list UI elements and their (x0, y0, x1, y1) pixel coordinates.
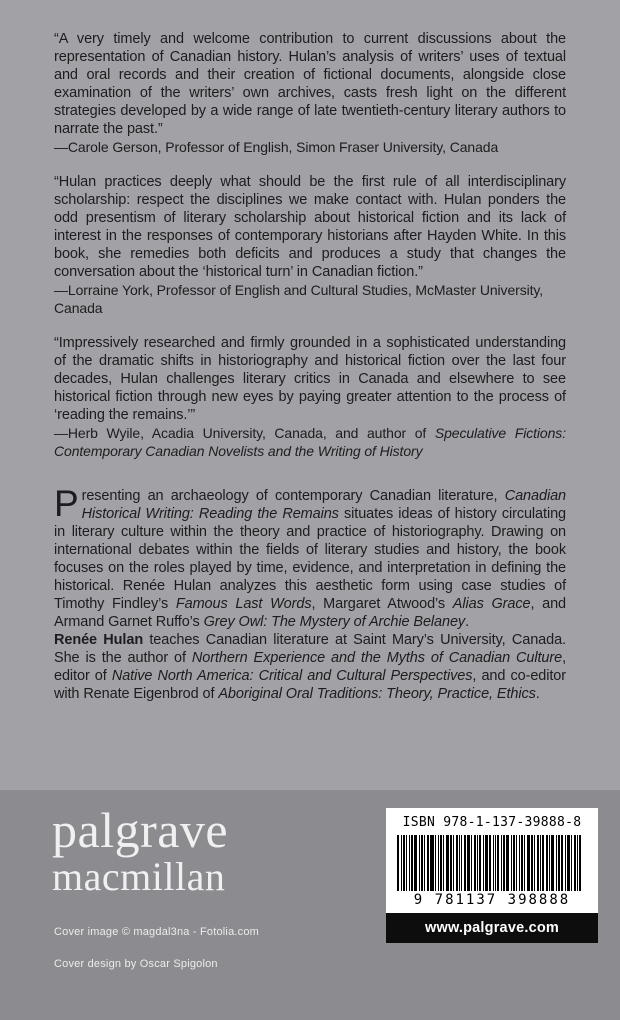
logo-palgrave: palgrave (52, 802, 229, 858)
review-blurb-2 (54, 173, 566, 317)
blurb-attribution: —Lorraine York, Professor of English and Cultural Studies, McMaster University, Canada (54, 282, 544, 316)
cover-image-credit: Cover image © magdal3na - Fotolia.com (54, 926, 260, 938)
blurb-attribution: —Carole Gerson, Professor of English, Simon Fraser University, Canada (54, 139, 499, 155)
description-text: resenting an archaeology of contemporary Canadian literature, Canadian Historical Writing: Reading the Remains situates ideas of history circulating in literary culture within the theory and practice of historiography. Drawing on international debates within the fields of literary studies and history, the book focuses on the roles played by time, evidence, and interpretation in defining the historical. Renée Hulan analyzes this aesthetic form using case studies of Timothy Findley’s Famous Last Words, Margaret Atwood’s Alias Grace, and Armand Garnet Ruffo’s Grey Owl: The Mystery of Archie Belaney. (54, 488, 567, 630)
review-blurb-3 (54, 334, 566, 460)
publisher-band (0, 790, 620, 1020)
blurb-quote: “Impressively researched and firmly grounded in a sophisticated understanding of the dramatic shifts in historiography and historical fiction over the last four decades, Hulan challenges literary critics in Canada and elsewhere to see historical fiction through new eyes by paying greater attention to the process of ‘reading the remains.’” (54, 335, 566, 423)
blurb-quote: “A very timely and welcome contribution to current discussions about the representation of Canadian history. Hulan’s analysis of writers’ uses of textual and oral records and their creation of fictional documents, alongside close examination of the writers’ own archives, casts fresh light on the different strategies developed by a wide range of late twentieth-century literary authors to narrate the past.” (54, 31, 566, 137)
logo-macmillan: macmillan (52, 854, 226, 899)
review-blurb-1 (54, 30, 566, 156)
drop-cap: P (54, 483, 79, 524)
blurb-quote: “Hulan practices deeply what should be the first rule of all interdisciplinary scholarship: respect the disciplines we make contact with. Hulan ponders the odd presentism of literary scholarship about historical fiction and its lack of interest in the responses of contemporary historians after Hayden White. In this book, she remedies both deficits and produces a study that changes the conversation about the ‘historical turn’ in Canadian fiction.” (54, 174, 566, 280)
book-description (54, 483, 567, 631)
palgrave-macmillan-logo (52, 804, 228, 898)
author-bio: Renée Hulan teaches Canadian literature at Saint Mary’s University, Canada. She is the author of Northern Experience and the Myths of Canadian Culture, editor of Native North America: Critical and Cultural Perspectives, and co-editor with Renate Eigenbrod of Aboriginal Oral Traditions: Theory, Practice, Ethics. (54, 632, 567, 702)
isbn-number: ISBN 978-1-137-39888-8 (402, 815, 582, 830)
barcode (397, 835, 587, 891)
cover-design-credit: Cover design by Oscar Spigolon (54, 958, 218, 970)
blurb-attribution: —Herb Wyile, Acadia University, Canada, and author of Speculative Fictions: Contemporary Canadian Novelists and the Writing of History (54, 425, 566, 459)
barcode-block (386, 808, 598, 943)
publisher-website: www.palgrave.com (386, 913, 598, 943)
barcode-digits: 9 781137 398888 (413, 892, 571, 908)
